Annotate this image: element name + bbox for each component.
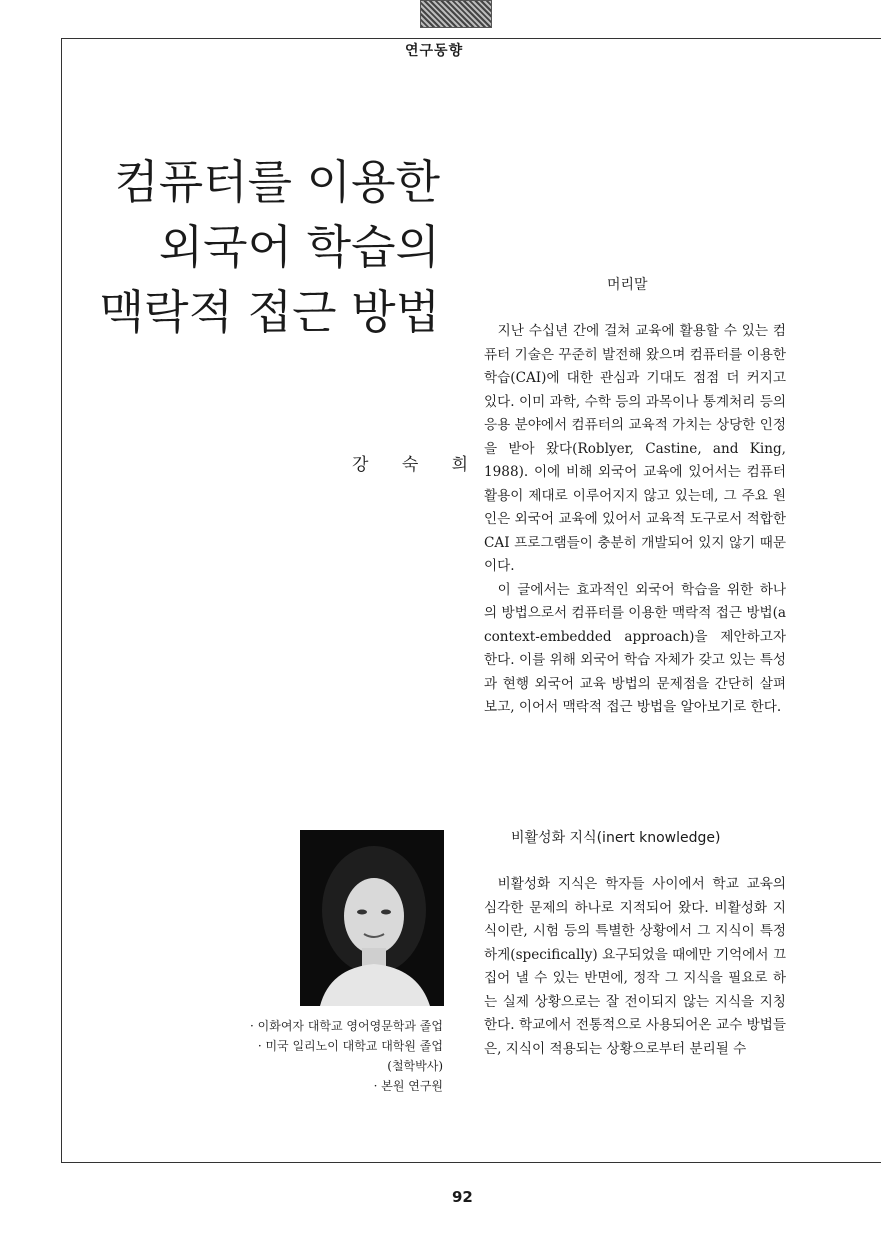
article-title <box>100 150 440 345</box>
author-name: 강 숙 희 <box>352 455 483 475</box>
section-heading-intro: 머리말 <box>607 277 648 293</box>
title-line: 외국어 학습의 <box>158 220 440 274</box>
paragraph: 비활성화 지식은 학자들 사이에서 학교 교육의 심각한 문제의 하나로 지적되어 왔다. 비활성화 지식이란, 시험 등의 특별한 상황에서 그 지식이 특정하게(specifically) 요구되었을 때에만 기억에서 끄집어 낼 수 있는 반면에, 정작 그 지식을 필요로 하는 실제 상황으로는 잘 전이되지 않는 지식을 지칭한다. 학교에서 전통적으로 사용되어온 교수 방법들은, 지식이 적용되는 상황으로부터 분리될 수 <box>484 876 786 1057</box>
paragraph: 지난 수십년 간에 걸쳐 교육에 활용할 수 있는 컴퓨터 기술은 꾸준히 발전해 왔으며 컴퓨터를 이용한 학습(CAI)에 대한 관심과 기대도 점점 더 커지고 있다. 이미 과학, 수학 등의 과목이나 통계처리 등의 응용 분야에서 컴퓨터의 교육적 가치는 상당한 인정을 받아 왔다(Roblyer, Castine, and King, 1988). 이에 비해 외국어 교육에 있어서는 컴퓨터 활용이 제대로 이루어지지 않고 있는데, 그 주요 원인은 외국어 교육에 있어서 교육적 도구로서 적합한 CAI 프로그램들이 충분히 개발되어 있지 않기 때문이다. <box>484 323 786 574</box>
bio-line: · 본원 연구원 <box>373 1079 443 1093</box>
title-line: 맥락적 접근 방법 <box>99 285 440 339</box>
journal-logo-icon <box>420 0 492 28</box>
section-heading-inert-knowledge: 비활성화 지식(inert knowledge) <box>511 830 721 846</box>
intro-body <box>484 320 786 720</box>
author-bio <box>250 1016 443 1096</box>
bio-line: · 미국 일리노이 대학교 대학원 졸업 <box>257 1039 443 1053</box>
paragraph: 이 글에서는 효과적인 외국어 학습을 위한 하나의 방법으로서 컴퓨터를 이용한 맥락적 접근 방법(a context-embedded approach)을 제안하고자 한다. 이를 위해 외국어 학습 자체가 갖고 있는 특성과 현행 외국어 교육 방법의 문제점을 간단히 살펴보고, 이어서 맥락적 접근 방법을 알아보기로 한다. <box>484 581 786 715</box>
bio-line: (철학박사) <box>387 1059 443 1073</box>
title-line: 컴퓨터를 이용한 <box>114 155 440 209</box>
section-label: 연구동향 <box>405 43 464 59</box>
page-number: 92 <box>452 1188 473 1206</box>
inert-knowledge-body <box>484 873 786 1061</box>
bio-line: · 이화여자 대학교 영어영문학과 졸업 <box>250 1019 443 1033</box>
author-photo <box>300 830 444 1006</box>
